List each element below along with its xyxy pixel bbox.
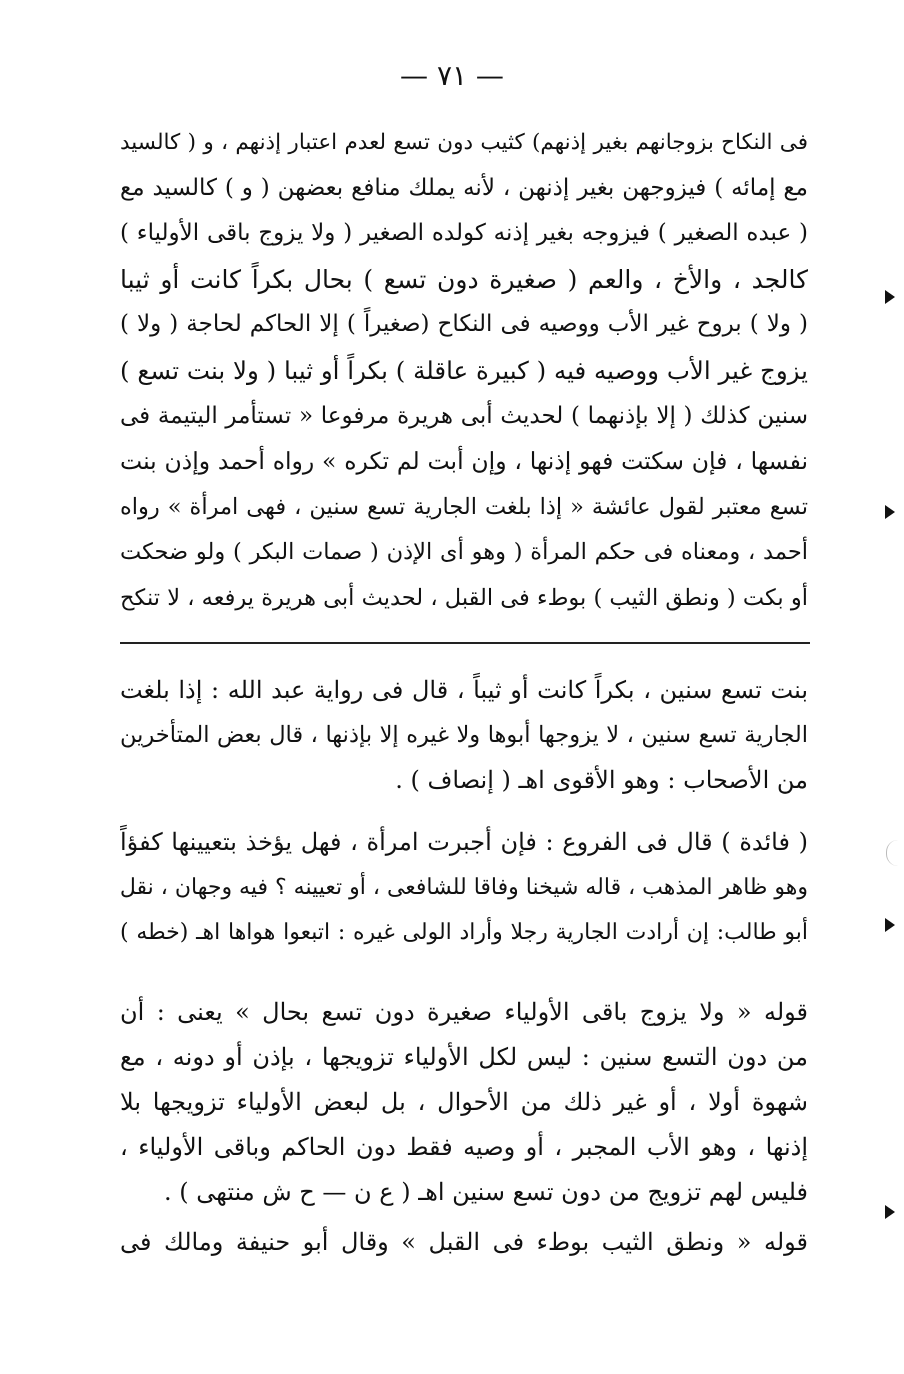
footnote-line: فليس لهم تزويج من دون تسع سنين اهـ ( ع ن — ح ش منتهى ) . bbox=[164, 1178, 808, 1206]
main-text-line: أو بكت ( ونطق الثيب ) بوطء فى القبل ، لحديث أبى هريرة يرفعه ، لا تنكح bbox=[120, 584, 808, 611]
footnote-faida bbox=[120, 820, 808, 955]
footnote-line: قوله « ونطق الثيب بوطء فى القبل » وقال أبو حنيفة ومالك فى bbox=[120, 1228, 808, 1256]
footnote-line: أبو طالب: إن أرادت الجارية رجلا وأراد الولى غيره : اتبعوا هواها اهـ (خطه ) bbox=[120, 920, 808, 945]
main-text-line: نفسها ، فإن سكتت فهو إذنها ، وإن أبت لم تكره » رواه أحمد وإذن بنت bbox=[120, 447, 808, 476]
footnote-line: شهوة أولا ، أو غير ذلك من الأحوال ، بل لبعض الأولياء تزويجها بلا bbox=[120, 1088, 808, 1116]
main-text-line: أحمد ، ومعناه فى حكم المرأة ( وهو أى الإذن ( صمات البكر ) ولو ضحكت bbox=[120, 539, 808, 566]
main-text bbox=[120, 120, 808, 622]
footnote-line: إذنها ، وهو الأب المجبر ، أو وصيه فقط دون الحاكم وباقى الأولياء ، bbox=[120, 1133, 808, 1161]
main-text-line: مع إمائه ) فيزوجهن بغير إذنهن ، لأنه يملك منافع بعضهن ( و ) كالسيد مع bbox=[120, 174, 808, 201]
main-text-line: يزوج غير الأب ووصيه فيه ( كبيرة عاقلة ) بكراً أو ثيبا ( ولا بنت تسع ) bbox=[120, 355, 808, 385]
margin-bullet bbox=[885, 505, 895, 519]
footnote-insaf bbox=[120, 668, 808, 803]
main-text-line: فى النكاح بزوجانهم بغير إذنهم) كثيب دون تسع لعدم اعتبار إذنهم ، و ( كالسيد bbox=[120, 130, 808, 155]
main-text-line: ( ولا ) بروح غير الأب ووصيه فى النكاح (صغيراً ) إلا الحاكم لحاجة ( ولا ) bbox=[120, 311, 808, 338]
margin-bullet bbox=[885, 290, 895, 304]
footnote-line: من دون التسع سنين : ليس لكل الأولياء تزويجها ، بإذن أو دونه ، مع bbox=[120, 1043, 808, 1071]
page-number: — ٧١ — bbox=[400, 59, 504, 92]
margin-bullet bbox=[885, 918, 895, 932]
main-text-line: ( عبده الصغير ) فيزوجه بغير إذنه كولده الصغير ( ولا يزوج باقى الأولياء ) bbox=[120, 220, 808, 247]
footnote-line: من الأصحاب : وهو الأقوى اهـ ( إنصاف ) . bbox=[395, 766, 808, 794]
margin-bullet bbox=[885, 1205, 895, 1219]
footnote-line: قوله « ولا يزوج باقى الأولياء صغيرة دون تسع بحال » يعنى : أن bbox=[120, 998, 808, 1026]
footnote-separator bbox=[120, 642, 810, 644]
margin-mark bbox=[886, 840, 899, 866]
main-text-line: تسع معتبر لقول عائشة « إذا بلغت الجارية تسع سنين ، فهى امرأة » رواه bbox=[120, 493, 808, 520]
footnote-line: ( فائدة ) قال فى الفروع : فإن أجبرت امرأة ، فهل يؤخذ بتعيينها كفؤاً bbox=[120, 828, 808, 856]
footnote-line: بنت تسع سنين ، بكراً كانت أو ثيباً ، قال فى رواية عبد الله : إذا بلغت bbox=[120, 676, 808, 704]
footnote-qawluh-1 bbox=[120, 990, 808, 1215]
footnote-qawluh-2 bbox=[120, 1220, 808, 1265]
main-text-line: كالجد ، والأخ ، والعم ( صغيرة دون تسع ) بحال بكراً كانت أو ثيبا bbox=[120, 264, 808, 294]
footnote-line: وهو ظاهر المذهب ، قاله شيخنا وفاقا للشافعى ، أو تعيينه ؟ فيه وجهان ، نقل bbox=[120, 875, 808, 900]
footnote-line: الجارية تسع سنين ، لا يزوجها أبوها ولا غيره إلا بإذنها ، قال بعض المتأخرين bbox=[120, 722, 808, 748]
main-text-line: سنين كذلك ( إلا بإذنهما ) لحديث أبى هريرة مرفوعا « تستأمر اليتيمة فى bbox=[120, 402, 808, 429]
